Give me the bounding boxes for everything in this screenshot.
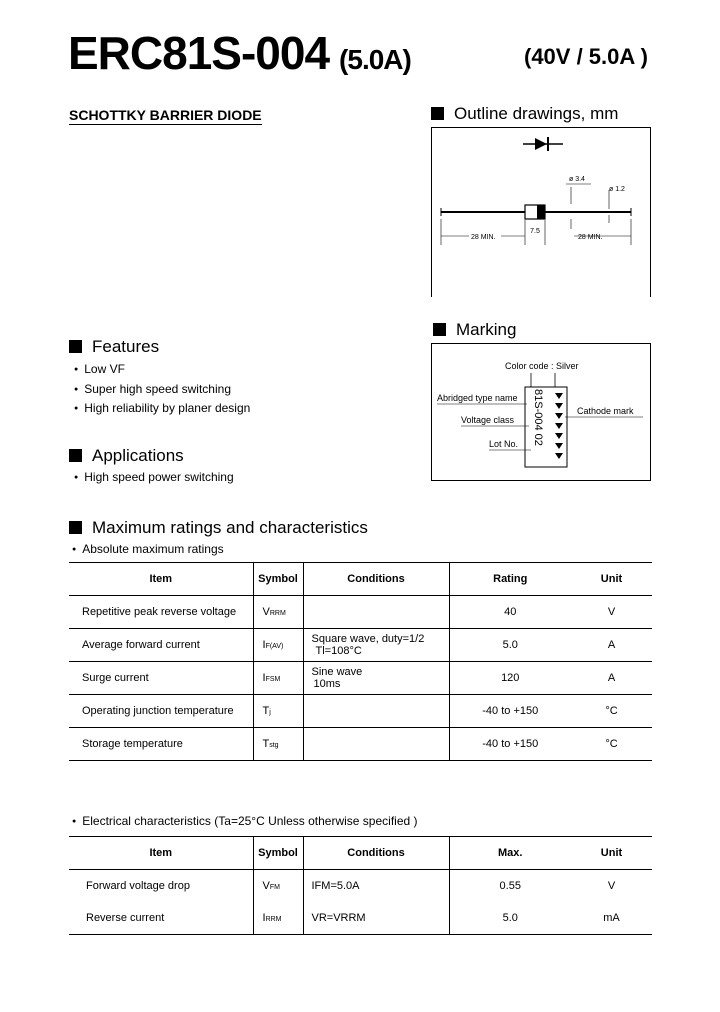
dim-body-length: 7.5 bbox=[530, 228, 540, 235]
label-voltage: Voltage class bbox=[461, 415, 515, 425]
diode-symbol-icon bbox=[523, 137, 563, 151]
rating-cell: 5.0 bbox=[449, 629, 571, 662]
conditions-cell: VR=VRRM bbox=[303, 902, 449, 935]
part-number-title: ERC81S-004 (5.0A) bbox=[68, 27, 411, 79]
rating-cell: 40 bbox=[449, 596, 571, 629]
abs-max-subheading: ● Absolute maximum ratings bbox=[72, 542, 224, 556]
col-symbol: Symbol bbox=[253, 563, 303, 596]
unit-cell: °C bbox=[571, 728, 652, 761]
table-row bbox=[69, 902, 652, 935]
col-unit: Unit bbox=[571, 837, 652, 870]
dim-lead-diameter: ø 1.2 bbox=[609, 186, 625, 193]
max-ratings-table bbox=[69, 562, 652, 761]
table-row bbox=[69, 870, 652, 903]
marking-drawing bbox=[431, 343, 651, 481]
square-bullet-icon bbox=[433, 323, 446, 336]
conditions-cell: Sine wave 10ms bbox=[303, 662, 449, 695]
device-type: SCHOTTKY BARRIER DIODE bbox=[69, 107, 262, 123]
marking-heading: Marking bbox=[433, 320, 516, 340]
symbol-cell: VFM bbox=[253, 870, 303, 903]
max-cell: 0.55 bbox=[449, 870, 571, 903]
conditions-cell: IFM=5.0A bbox=[303, 870, 449, 903]
table-row bbox=[69, 695, 652, 728]
unit-cell: mA bbox=[603, 912, 620, 924]
rating-cell: 120 bbox=[449, 662, 571, 695]
unit-cell: °C bbox=[571, 695, 652, 728]
col-max: Max. bbox=[449, 837, 571, 870]
label-lot: Lot No. bbox=[489, 439, 519, 449]
color-code: Color code : Silver bbox=[505, 361, 579, 371]
table-row bbox=[69, 629, 652, 662]
label-abridged: Abridged type name bbox=[437, 393, 518, 403]
item-cell: Average forward current bbox=[69, 629, 253, 662]
item-cell: Forward voltage drop bbox=[86, 880, 190, 892]
applications-heading: Applications bbox=[69, 446, 184, 466]
item-cell: Reverse current bbox=[86, 912, 165, 924]
electrical-subheading: ● Electrical characteristics (Ta=25°C Unless otherwise specified ) bbox=[72, 814, 418, 828]
outline-heading: Outline drawings, mm bbox=[431, 104, 618, 124]
table-header-row bbox=[69, 563, 652, 596]
rating-note: (40V / 5.0A ) bbox=[524, 44, 648, 69]
table-row bbox=[69, 728, 652, 761]
dim-body-diameter: ø 3.4 bbox=[569, 176, 585, 183]
square-bullet-icon bbox=[69, 340, 82, 353]
symbol-cell: IRRM bbox=[253, 902, 303, 935]
dim-lead-right: 28 MIN. bbox=[578, 234, 603, 241]
table-row bbox=[69, 662, 652, 695]
symbol-cell: VRRM bbox=[253, 596, 303, 629]
unit-cell: V bbox=[571, 596, 652, 629]
label-cathode: Cathode mark bbox=[577, 406, 634, 416]
feature-item: ● Low VF bbox=[74, 362, 125, 376]
col-unit: Unit bbox=[571, 563, 652, 596]
col-item: Item bbox=[69, 837, 253, 870]
unit-cell: A bbox=[571, 662, 652, 695]
rating-cell: -40 to +150 bbox=[449, 728, 571, 761]
conditions-cell bbox=[303, 695, 449, 728]
item-cell: Surge current bbox=[69, 662, 253, 695]
features-heading: Features bbox=[69, 337, 159, 357]
item-cell: Operating junction temperature bbox=[69, 695, 253, 728]
item-cell: Repetitive peak reverse voltage bbox=[69, 596, 253, 629]
rating-cell: -40 to +150 bbox=[449, 695, 571, 728]
unit-cell: A bbox=[571, 629, 652, 662]
symbol-cell: IFSM bbox=[253, 662, 303, 695]
max-ratings-heading: Maximum ratings and characteristics bbox=[69, 518, 368, 538]
conditions-cell: Square wave, duty=1/2 Tl=108°C bbox=[303, 629, 449, 662]
feature-item: ● High reliability by planer design bbox=[74, 401, 250, 415]
current-note: (5.0A) bbox=[339, 44, 411, 75]
col-symbol: Symbol bbox=[253, 837, 303, 870]
electrical-table bbox=[69, 836, 652, 935]
symbol-cell: Tj bbox=[253, 695, 303, 728]
dim-lead-left: 28 MIN. bbox=[471, 234, 496, 241]
square-bullet-icon bbox=[431, 107, 444, 120]
symbol-cell: Tstg bbox=[253, 728, 303, 761]
col-item: Item bbox=[69, 563, 253, 596]
square-bullet-icon bbox=[69, 521, 82, 534]
table-row bbox=[69, 596, 652, 629]
marking-body-text: 81S-004 02 bbox=[532, 389, 544, 446]
unit-cell: V bbox=[607, 880, 616, 892]
col-conditions: Conditions bbox=[303, 837, 449, 870]
conditions-cell bbox=[303, 596, 449, 629]
symbol-cell: IF(AV) bbox=[253, 629, 303, 662]
item-cell: Storage temperature bbox=[69, 728, 253, 761]
conditions-cell bbox=[303, 728, 449, 761]
feature-item: ● Super high speed switching bbox=[74, 382, 231, 396]
col-conditions: Conditions bbox=[303, 563, 449, 596]
outline-drawing bbox=[431, 127, 651, 297]
square-bullet-icon bbox=[69, 449, 82, 462]
cathode-band bbox=[537, 205, 545, 219]
max-cell: 5.0 bbox=[449, 902, 571, 935]
table-header-row bbox=[69, 837, 652, 870]
application-item: ● High speed power switching bbox=[74, 470, 234, 484]
col-rating: Rating bbox=[449, 563, 571, 596]
